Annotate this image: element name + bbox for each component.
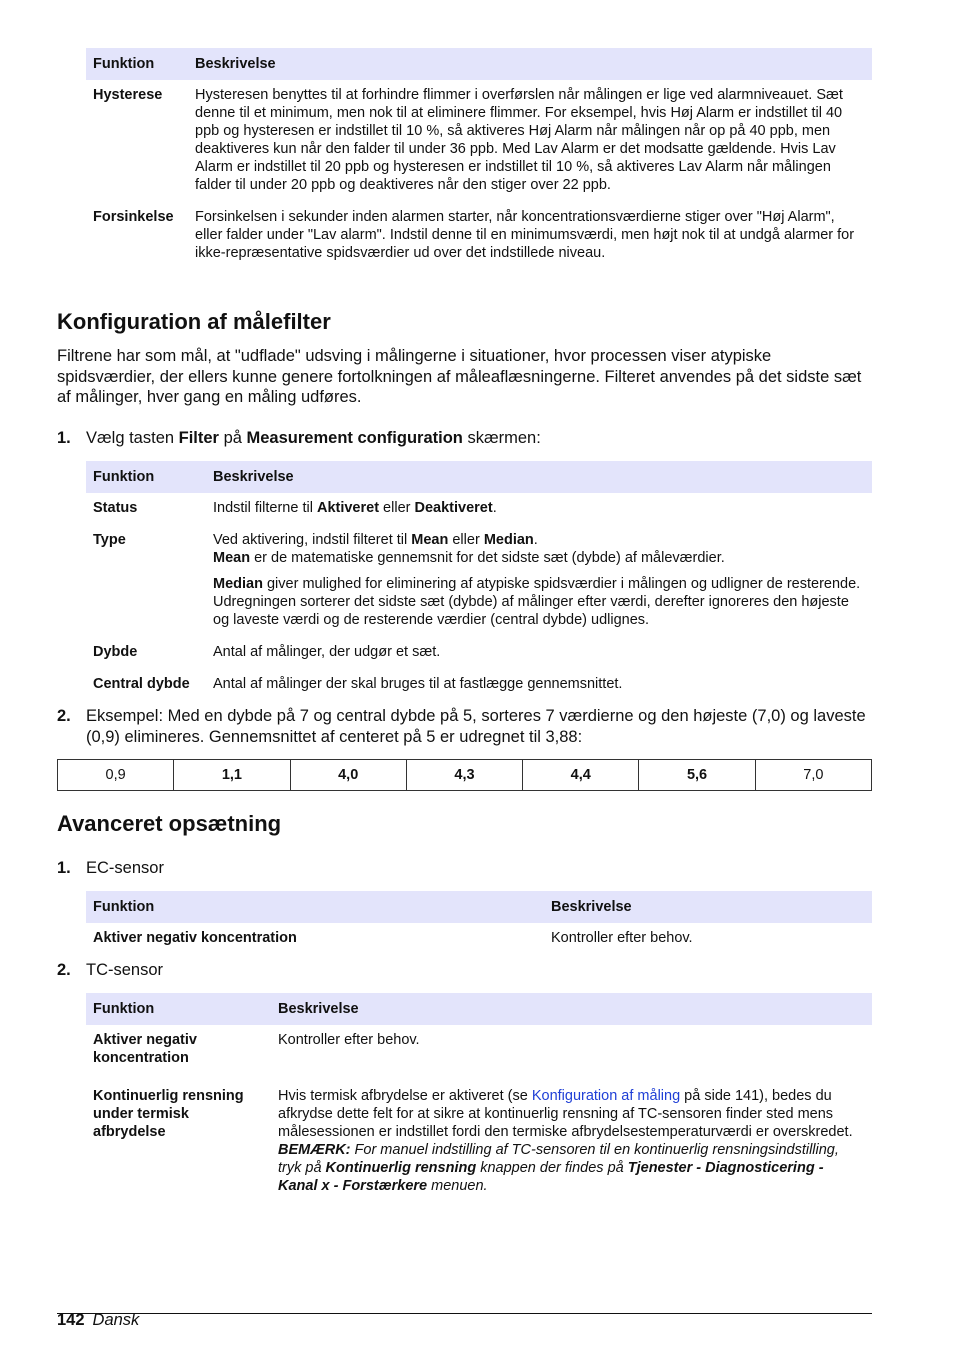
row-function: Kontinuerlig rensning under termisk afbrydelse [93,1088,244,1140]
table-row [58,760,872,791]
table-row [86,80,872,202]
step-text [86,428,876,449]
note [278,1142,839,1194]
table-header [86,461,872,493]
button-name: Kontinuerlig rensning [325,1160,477,1176]
column-header: Beskrivelse [206,461,872,493]
step-text: TC-sensor [86,961,164,979]
term: Mean [213,550,251,566]
row-description: Antal af målinger, der udgør et sæt. [213,644,441,660]
row-description: Forsinkelsen i sekunder inden alarmen starter, når koncentrationsværdierne stiger over "Høj Alarm", eller falder under "Lav alarm". Indstil denne til en minimumsværdi, men højt nok til at undgå alarmer for ikke-repræsentative spidsværdier ud over det indstillede niveau. [195,209,855,261]
row-description [206,493,872,525]
text: på side 141), bedes du afkrydse dette felt for at sikre at kontinuerlig rensning af TC-sensoren finder sted mens målesessionen er indstillet fordi den termiske afbrydelsestemperaturværdi er overskredet. [278,1088,853,1140]
value-cell: 4,0 [290,760,406,791]
option: Deaktiveret [414,500,493,516]
note-label: BEMÆRK: [278,1142,351,1158]
value-cell: 0,9 [58,760,174,791]
text: For manuel indstilling af TC-sensoren til en kontinuerlig rensningsindstilling, tryk på [278,1142,839,1176]
step-text: EC-sensor [86,859,164,877]
section-heading-filter: Konfiguration af målefilter [57,309,331,334]
median-para [213,575,865,629]
text: giver mulighed for eliminering af atypiske spidsværdier i målingen og udligner de resterende. Udregningen sorterer det sidste sæt (dybde) af målinger efter værdi, derefter ignoreres den højeste og laveste værdi og de resterende værdier (central dybde) udlignes. [213,576,861,628]
row-description: Antal af målinger der skal bruges til at fastlægge gennemsnittet. [213,676,623,692]
table-row [86,923,872,955]
value-cell: 1,1 [174,760,290,791]
text: er de matematiske gennemsnit for det sidste sæt (dybde) af måleværdier. [250,550,725,566]
text: på [218,429,247,447]
table-row [86,1025,872,1081]
row-function: Type [93,532,126,548]
table-row [86,202,872,270]
table-row [86,1081,872,1203]
step-number: 1. [57,429,71,447]
page-number: 142 [57,1311,85,1329]
table-row [86,669,872,701]
row-function: Forsinkelse [93,209,174,225]
filter-intro: Filtrene har som mål, at "udflade" udsving i målingerne i situationer, hvor processen viser atypiske spidsværdier, der ellers kunne genere fortolkningen af måleaflæsningerne. Filteret anvendes på det sidste sæt af målinger, hver gang en måling udføres. [57,347,862,406]
footer-language: Dansk [92,1311,140,1329]
sorted-values-table [57,759,872,791]
text: Hvis termisk afbrydelse er aktiveret (se [278,1088,532,1104]
row-function: Status [93,500,138,516]
value-cell: 4,3 [406,760,522,791]
menu-path: Tjenester - Diagnosticering - Kanal x - Forstærkere [278,1160,824,1194]
value-cell: 4,4 [523,760,639,791]
column-header: Funktion [86,891,544,923]
value-cell: 5,6 [639,760,755,791]
step-text: Eksempel: Med en dybde på 7 og central dybde på 5, sorteres 7 værdierne og den højeste (7,0) og laveste (0,9) elimineres. Gennemsnittet af centeret på 5 er udregnet til 3,88: [86,707,866,746]
row-function: Aktiver negativ koncentration [93,930,297,946]
column-header: Funktion [86,993,271,1025]
row-description [271,1081,872,1203]
tc-sensor-table [86,993,872,1203]
text: knappen der findes på [476,1160,628,1176]
ec-sensor-table [86,891,872,955]
row-description: Kontroller efter behov. [551,930,693,946]
page-footer [57,1311,139,1330]
alarm-table [86,48,872,270]
table-row [86,637,872,669]
row-description: Hysteresen benyttes til at forhindre flimmer i overførslen når målingen er lige ved alarmniveauet. Sæt denne til et minimum, men nok til at eliminere flimmer. For eksempel, hvis Høj Alarm er indstillet til 40 ppb og hysteresen er indstillet til 10 %, så aktiveres Høj Alarm når målingen når op på 40 ppb, men deaktiveres kun når den falder til under 36 ppb. Med Lav Alarm er det modsatte gældende. Hvis Lav Alarm er indstillet til 20 ppb og hysteresen er indstillet til 10 %, så aktiveres Lav Alarm når målingen falder til under 20 ppb og deaktiveres når den stiger over 22 ppb. [195,87,843,193]
text: . [533,532,538,548]
column-header: Funktion [86,461,206,493]
section-heading-advanced: Avanceret opsætning [57,811,282,836]
screen-name: Measurement configuration [246,429,463,447]
option: Median [483,532,534,548]
step-number: 1. [57,859,71,877]
option: Mean [411,532,449,548]
table-header [86,891,872,923]
step-number: 2. [57,961,71,979]
column-header: Beskrivelse [271,993,872,1025]
filter-key-label: Filter [178,429,219,447]
option: Aktiveret [316,500,380,516]
row-function: Hysterese [93,87,163,103]
text: . [492,500,497,516]
type-para [213,531,865,567]
filter-table [86,461,872,701]
text: menuen. [427,1178,488,1194]
row-description: Kontroller efter behov. [278,1032,420,1048]
column-header: Funktion [86,48,188,80]
table-row [86,493,872,525]
term: Median [213,576,263,592]
row-function: Aktiver negativ koncentration [93,1032,197,1066]
text: Ved aktivering, indstil filteret til [213,532,412,548]
text: Vælg tasten [86,429,179,447]
row-function: Dybde [93,644,138,660]
column-header: Beskrivelse [188,48,872,80]
table-header [86,993,872,1025]
table-row [86,525,872,637]
row-description [206,525,872,637]
step-number: 2. [57,707,71,725]
text: eller [379,500,415,516]
value-cell: 7,0 [755,760,871,791]
column-header: Beskrivelse [544,891,872,923]
cross-reference-link[interactable]: Konfiguration af måling [531,1088,681,1104]
table-header [86,48,872,80]
text: eller [448,532,484,548]
text: Indstil filterne til [213,500,317,516]
footer-divider [57,1313,872,1314]
text: skærmen: [462,429,541,447]
row-function: Central dybde [93,676,190,692]
